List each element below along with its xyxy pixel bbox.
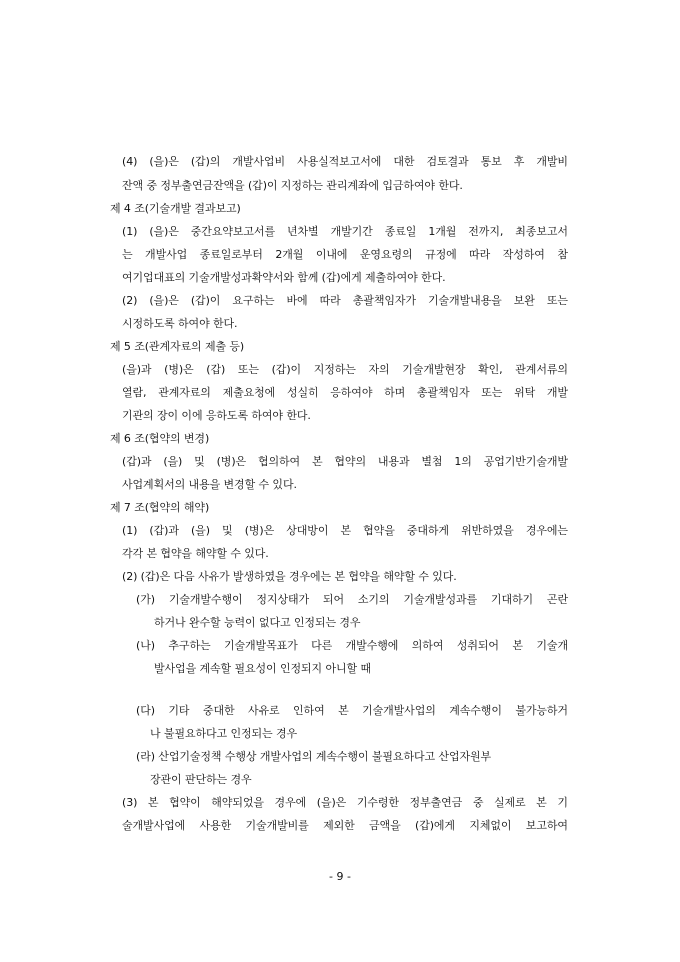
- text-line: (가) 기술개발수행이 정지상태가 되어 소기의 기술개발성과를 기대하기 곤란: [136, 593, 568, 606]
- text-line: (1) (갑)과 (을) 및 (병)은 상대방이 본 협약을 중대하게 위반하였을 경우에는: [122, 524, 568, 537]
- text-line: (2) (갑)은 다음 사유가 발생하였을 경우에는 본 협약을 해약할 수 있다.: [122, 570, 457, 583]
- text-line: 술개발사업에 사용한 기술개발비를 제외한 금액을 (갑)에게 지체없이 보고하여: [122, 819, 568, 832]
- text-line: 발사업을 계속할 필요성이 인정되지 아니할 때: [154, 662, 371, 675]
- text-line: (다) 기타 중대한 사유로 인하여 본 기술개발사업의 계속수행이 불가능하거: [136, 704, 568, 717]
- text-line: 잔액 중 정부출연금잔액을 (갑)이 지정하는 관리계좌에 입금하여야 한다.: [122, 179, 463, 192]
- text-line: (1) (을)은 중간요약보고서를 년차별 개발기간 종료일 1개월 전까지, 최종보고서: [122, 225, 568, 238]
- text-line: (라) 산업기술정책 수행상 개발사업의 계속수행이 불필요하다고 산업자원부: [136, 750, 492, 763]
- text-line: (4) (을)은 (갑)의 개발사업비 사용실적보고서에 대한 검토결과 통보 후 개발비: [122, 155, 568, 168]
- text-line: 장관이 판단하는 경우: [150, 773, 252, 786]
- text-line: (2) (을)은 (갑)이 요구하는 바에 따라 총괄책임자가 기술개발내용을 보완 또는: [122, 294, 568, 307]
- article-heading: 제 5 조(관계자료의 제출 등): [110, 340, 245, 353]
- text-line: 는 개발사업 종료일로부터 2개월 이내에 운영요령의 규정에 따라 작성하여 참: [122, 248, 568, 261]
- text-line: 시정하도록 하여야 한다.: [122, 317, 238, 330]
- text-line: (갑)과 (을) 및 (병)은 협의하여 본 협약의 내용과 별첨 1의 공업기반기술개발: [122, 455, 568, 468]
- text-line: 여기업대표의 기술개발성과확약서와 함께 (갑)에게 제출하여야 한다.: [122, 271, 446, 284]
- text-line: 하거나 완수할 능력이 없다고 인정되는 경우: [154, 616, 361, 629]
- text-line: 각각 본 협약을 해약할 수 있다.: [122, 547, 269, 560]
- text-line: (3) 본 협약이 해약되었을 경우에 (을)은 기수령한 정부출연금 중 실제로 본 기: [122, 796, 568, 809]
- text-line: 기관의 장이 이에 응하도록 하여야 한다.: [122, 409, 311, 422]
- text-line: (을)과 (병)은 (갑) 또는 (갑)이 지정하는 자의 기술개발현장 확인, 관계서류의: [122, 363, 568, 376]
- text-line: (나) 추구하는 기술개발목표가 다른 개발수행에 의하여 성취되어 본 기술개: [136, 639, 568, 652]
- text-line: 사업계획서의 내용을 변경할 수 있다.: [122, 478, 297, 491]
- page-number: - 9 -: [329, 870, 351, 883]
- article-heading: 제 6 조(협약의 변경): [110, 432, 210, 445]
- text-line: 열람, 관계자료의 제출요청에 성실히 응하여야 하며 총괄책임자 또는 위탁 개발: [122, 386, 568, 399]
- text-line: 나 불필요하다고 인정되는 경우: [150, 727, 298, 740]
- article-heading: 제 4 조(기술개발 결과보고): [110, 202, 241, 215]
- article-heading: 제 7 조(협약의 해약): [110, 501, 210, 514]
